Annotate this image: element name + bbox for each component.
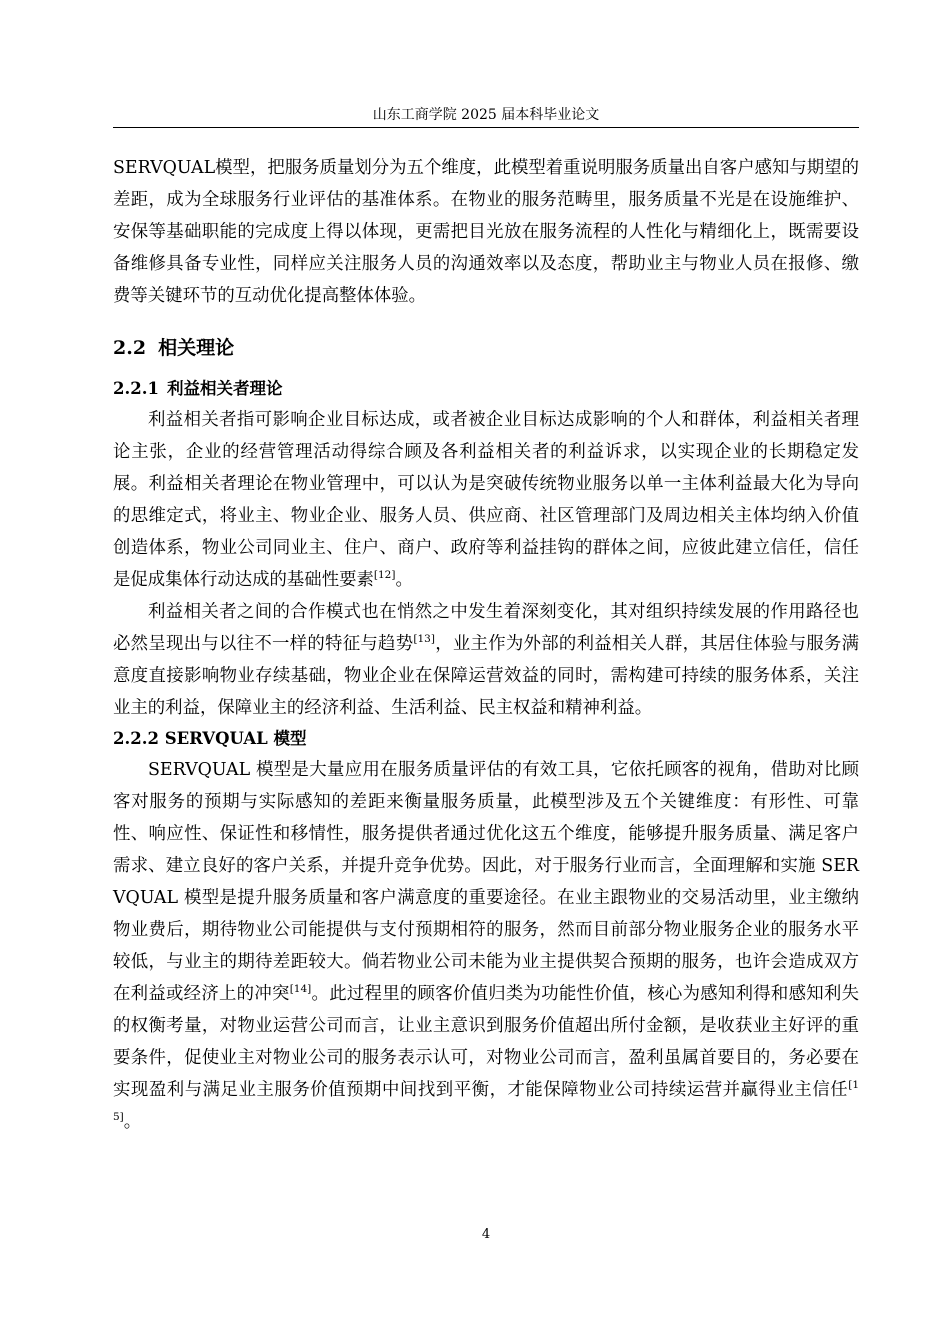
citation-13[interactable]: [13] [413, 633, 435, 645]
running-header: 山东工商学院 2025 届本科毕业论文 [372, 107, 600, 123]
stakeholder-paragraph-1 [113, 404, 859, 596]
paragraph-tail: 。 [123, 1112, 142, 1132]
servqual-paragraph [113, 754, 859, 1138]
subsection-number: 2.2.1 [113, 379, 159, 398]
page-number: 4 [481, 1227, 491, 1242]
intro-paragraph: SERVQUAL模型，把服务质量划分为五个维度，此模型着重说明服务质量出自客户感知与期望的差距，成为全球服务行业评估的基准体系。在物业的服务范畴里，服务质量不光是在设施维护、安保等基础职能的完成度上得以体现，更需把目光放在服务流程的人性化与精细化上，既需要设备维修具备专业性，同样应关注服务人员的沟通效率以及态度，帮助业主与物业人员在报修、缴费等关键环节的互动优化提高整体体验。 [113, 158, 859, 306]
subsection-heading-2-2-1 [113, 374, 859, 404]
section-number: 2.2 [113, 337, 147, 359]
subsection-title: 利益相关者理论 [166, 379, 283, 398]
paragraph-text-continued: 。此过程里的顾客价值归类为功能性价值，核心为感知利得和感知利失的权衡考量，对物业运营公司而言，让业主意识到服务价值超出所付金额，是收获业主好评的重要条件，促使业主对物业公司的服务表示认可，对物业公司而言，盈利虽属首要目的，务必要在实现盈利与满足业主服务价值预期中间找到平衡，才能保障物业公司持续运营并赢得业主信任 [113, 984, 859, 1100]
paragraph-text: 利益相关者之间的合作模式也在悄然之中发生着深刻变化，其对组织持续发展的作用路径也必然呈现出与以往不一样的特征与趋势 [113, 602, 859, 654]
citation-12[interactable]: [12] [373, 569, 396, 581]
subsection-heading-2-2-2 [113, 724, 859, 754]
citation-15[interactable]: [15] [113, 1079, 859, 1123]
paragraph-text: 利益相关者指可影响企业目标达成，或者被企业目标达成影响的个人和群体，利益相关者理论主张，企业的经营管理活动得综合顾及各利益相关者的利益诉求，以实现企业的长期稳定发展。利益相关者理论在物业管理中，可以认为是突破传统物业服务以单一主体利益最大化为导向的思维定式，将业主、物业企业、服务人员、供应商、社区管理部门及周边相关主体均纳入价值创造体系，物业公司同业主、住户、商户、政府等利益挂钩的群体之间，应彼此建立信任，信任是促成集体行动达成的基础性要素 [113, 410, 859, 590]
paragraph-text-continued: ，业主作为外部的利益相关人群，其居住体验与服务满意度直接影响物业存续基础，物业企业在保障运营效益的同时，需构建可持续的服务体系，关注业主的利益，保障业主的经济利益、生活利益、民主权益和精神利益。 [113, 634, 859, 718]
subsection-title: SERVQUAL 模型 [164, 729, 307, 748]
paragraph-tail: 。 [395, 570, 413, 590]
section-heading-2-2 [113, 334, 859, 362]
page-body [113, 152, 859, 1138]
header-rule [113, 127, 859, 128]
stakeholder-paragraph-2 [113, 596, 859, 724]
paragraph-text: SERVQUAL 模型是大量应用在服务质量评估的有效工具，它依托顾客的视角，借助对比顾客对服务的预期与实际感知的差距来衡量服务质量，此模型涉及五个关键维度：有形性、可靠性、响应性、保证性和移情性，服务提供者通过优化这五个维度，能够提升服务质量、满足客户需求、建立良好的客户关系，并提升竞争优势。因此，对于服务行业而言，全面理解和实施 SERVQUAL 模型是提升服务质量和客户满意度的重要途径。在业主跟物业的交易活动里，业主缴纳物业费后，期待物业公司能提供与支付预期相符的服务，然而目前部分物业服务企业的服务水平较低，与业主的期待差距较大。倘若物业公司未能为业主提供契合预期的服务，也许会造成双方在利益或经济上的冲突 [113, 760, 859, 1004]
citation-14[interactable]: [14] [289, 983, 312, 995]
subsection-number: 2.2.2 [113, 729, 159, 748]
section-title: 相关理论 [158, 337, 235, 359]
